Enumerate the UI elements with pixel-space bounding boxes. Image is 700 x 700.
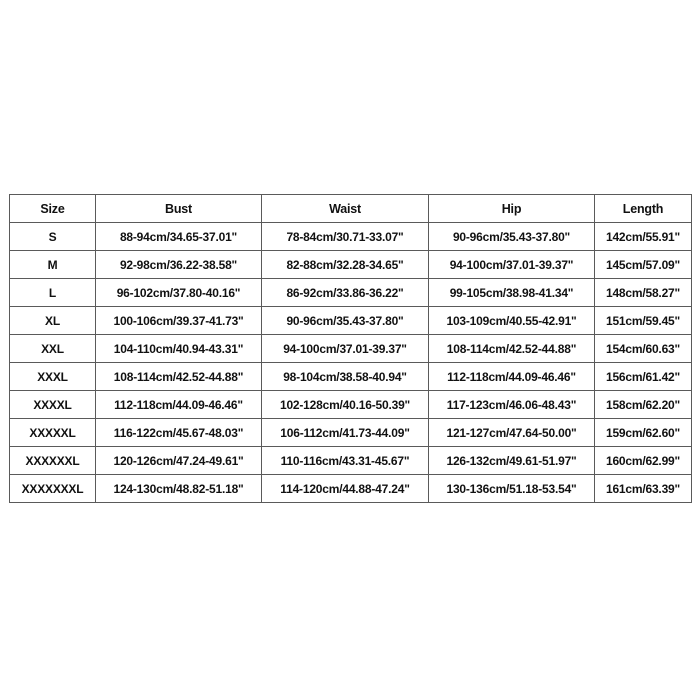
size-chart-header xyxy=(10,195,692,223)
size-cell: XXXXL xyxy=(10,391,96,419)
hip-cell: 130-136cm/51.18-53.54" xyxy=(429,475,595,503)
bust-cell: 112-118cm/44.09-46.46" xyxy=(96,391,262,419)
bust-cell: 92-98cm/36.22-38.58" xyxy=(96,251,262,279)
hip-cell: 90-96cm/35.43-37.80" xyxy=(429,223,595,251)
table-row xyxy=(10,419,692,447)
header-size: Size xyxy=(10,195,96,223)
table-row xyxy=(10,447,692,475)
size-cell: XXL xyxy=(10,335,96,363)
header-hip: Hip xyxy=(429,195,595,223)
length-cell: 160cm/62.99" xyxy=(595,447,692,475)
bust-cell: 88-94cm/34.65-37.01" xyxy=(96,223,262,251)
table-row xyxy=(10,475,692,503)
bust-cell: 104-110cm/40.94-43.31" xyxy=(96,335,262,363)
hip-cell: 103-109cm/40.55-42.91" xyxy=(429,307,595,335)
hip-cell: 121-127cm/47.64-50.00" xyxy=(429,419,595,447)
length-cell: 154cm/60.63" xyxy=(595,335,692,363)
waist-cell: 110-116cm/43.31-45.67" xyxy=(262,447,429,475)
table-row xyxy=(10,279,692,307)
length-cell: 148cm/58.27" xyxy=(595,279,692,307)
size-cell: S xyxy=(10,223,96,251)
waist-cell: 86-92cm/33.86-36.22" xyxy=(262,279,429,307)
bust-cell: 120-126cm/47.24-49.61" xyxy=(96,447,262,475)
waist-cell: 102-128cm/40.16-50.39" xyxy=(262,391,429,419)
size-cell: XXXXXXL xyxy=(10,447,96,475)
header-row xyxy=(10,195,692,223)
size-cell: XXXL xyxy=(10,363,96,391)
size-cell: XL xyxy=(10,307,96,335)
bust-cell: 116-122cm/45.67-48.03" xyxy=(96,419,262,447)
table-row xyxy=(10,391,692,419)
length-cell: 161cm/63.39" xyxy=(595,475,692,503)
hip-cell: 94-100cm/37.01-39.37" xyxy=(429,251,595,279)
size-cell: XXXXXXXL xyxy=(10,475,96,503)
bust-cell: 100-106cm/39.37-41.73" xyxy=(96,307,262,335)
size-cell: XXXXXL xyxy=(10,419,96,447)
bust-cell: 108-114cm/42.52-44.88" xyxy=(96,363,262,391)
table-row xyxy=(10,223,692,251)
waist-cell: 82-88cm/32.28-34.65" xyxy=(262,251,429,279)
bust-cell: 124-130cm/48.82-51.18" xyxy=(96,475,262,503)
length-cell: 158cm/62.20" xyxy=(595,391,692,419)
header-waist: Waist xyxy=(262,195,429,223)
size-chart-body xyxy=(10,223,692,503)
header-bust: Bust xyxy=(96,195,262,223)
length-cell: 151cm/59.45" xyxy=(595,307,692,335)
header-length: Length xyxy=(595,195,692,223)
size-cell: L xyxy=(10,279,96,307)
hip-cell: 108-114cm/42.52-44.88" xyxy=(429,335,595,363)
hip-cell: 112-118cm/44.09-46.46" xyxy=(429,363,595,391)
length-cell: 145cm/57.09" xyxy=(595,251,692,279)
waist-cell: 98-104cm/38.58-40.94" xyxy=(262,363,429,391)
table-row xyxy=(10,307,692,335)
hip-cell: 99-105cm/38.98-41.34" xyxy=(429,279,595,307)
waist-cell: 78-84cm/30.71-33.07" xyxy=(262,223,429,251)
length-cell: 159cm/62.60" xyxy=(595,419,692,447)
table-row xyxy=(10,363,692,391)
size-cell: M xyxy=(10,251,96,279)
waist-cell: 106-112cm/41.73-44.09" xyxy=(262,419,429,447)
waist-cell: 90-96cm/35.43-37.80" xyxy=(262,307,429,335)
length-cell: 142cm/55.91" xyxy=(595,223,692,251)
size-chart-table xyxy=(9,194,692,503)
bust-cell: 96-102cm/37.80-40.16" xyxy=(96,279,262,307)
table-row xyxy=(10,335,692,363)
hip-cell: 126-132cm/49.61-51.97" xyxy=(429,447,595,475)
hip-cell: 117-123cm/46.06-48.43" xyxy=(429,391,595,419)
length-cell: 156cm/61.42" xyxy=(595,363,692,391)
table-row xyxy=(10,251,692,279)
waist-cell: 94-100cm/37.01-39.37" xyxy=(262,335,429,363)
waist-cell: 114-120cm/44.88-47.24" xyxy=(262,475,429,503)
